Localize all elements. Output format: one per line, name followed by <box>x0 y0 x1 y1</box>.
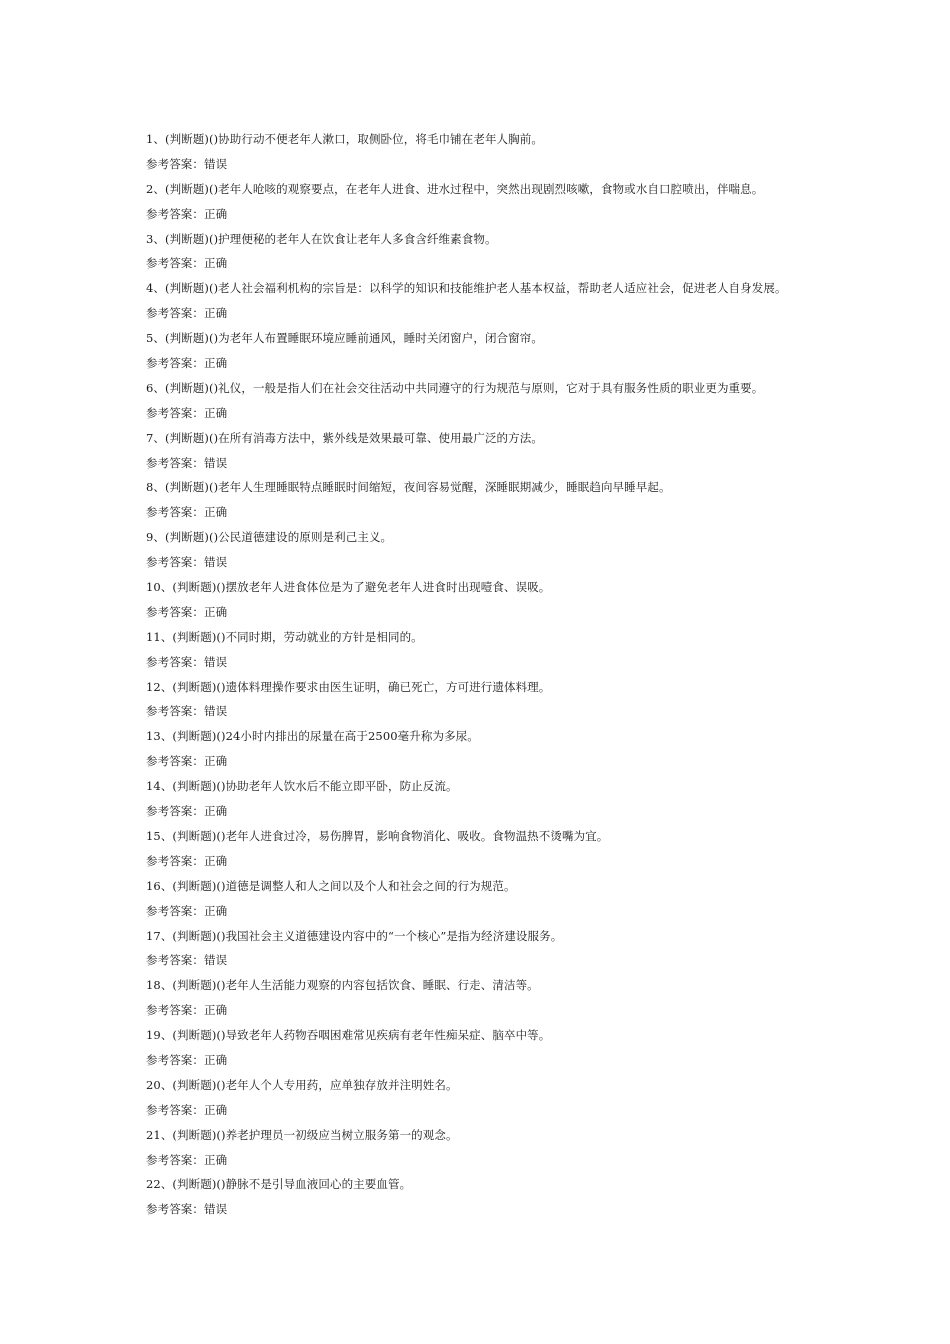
answer-text: 参考答案：正确 <box>146 405 228 420</box>
answer-text: 参考答案：正确 <box>146 356 228 371</box>
question-text: 18、(判断题)()老年人生活能力观察的内容包括饮食、睡眠、行走、清洁等。 <box>146 978 539 993</box>
answer-text: 参考答案：正确 <box>146 505 228 520</box>
answer-text: 参考答案：错误 <box>146 1202 228 1217</box>
answer-text: 参考答案：正确 <box>146 306 228 321</box>
question-text: 9、(判断题)()公民道德建设的原则是利己主义。 <box>146 530 393 545</box>
answer-text: 参考答案：错误 <box>146 455 228 470</box>
question-text: 7、(判断题)()在所有消毒方法中，紫外线是效果最可靠、使用最广泛的方法。 <box>146 430 543 445</box>
answer-text: 参考答案：正确 <box>146 1052 228 1067</box>
answer-text: 参考答案：错误 <box>146 953 228 968</box>
answer-text: 参考答案：正确 <box>146 1003 228 1018</box>
question-text: 14、(判断题)()协助老年人饮水后不能立即平卧，防止反流。 <box>146 779 458 794</box>
question-text: 3、(判断题)()护理便秘的老年人在饮食让老年人多食含纤维素食物。 <box>146 231 497 246</box>
answer-text: 参考答案：正确 <box>146 604 228 619</box>
question-text: 16、(判断题)()道德是调整人和人之间以及个人和社会之间的行为规范。 <box>146 878 516 893</box>
answer-text: 参考答案：错误 <box>146 654 228 669</box>
answer-text: 参考答案：正确 <box>146 853 228 868</box>
answer-text: 参考答案：错误 <box>146 555 228 570</box>
question-text: 17、(判断题)()我国社会主义道德建设内容中的“一个核心”是指为经济建设服务。 <box>146 928 563 943</box>
answer-text: 参考答案：错误 <box>146 704 228 719</box>
question-text: 13、(判断题)()24小时内排出的尿量在高于2500毫升称为多尿。 <box>146 729 479 744</box>
answer-text: 参考答案：正确 <box>146 256 228 271</box>
question-text: 15、(判断题)()老年人进食过冷，易伤脾胃，影响食物消化、吸收。食物温热不烫嘴为宜。 <box>146 828 609 843</box>
question-text: 10、(判断题)()摆放老年人进食体位是为了避免老年人进食时出现噎食、误吸。 <box>146 580 551 595</box>
question-text: 5、(判断题)()为老年人布置睡眠环境应睡前通风，睡时关闭窗户，闭合窗帘。 <box>146 331 543 346</box>
answer-text: 参考答案：正确 <box>146 1102 228 1117</box>
question-text: 12、(判断题)()遗体料理操作要求由医生证明，确已死亡，方可进行遗体料理。 <box>146 679 551 694</box>
question-text: 4、(判断题)()老人社会福利机构的宗旨是：以科学的知识和技能维护老人基本权益，帮助老人适应社会，促进老人自身发展。 <box>146 281 787 296</box>
question-text: 22、(判断题)()静脉不是引导血液回心的主要血管。 <box>146 1177 412 1192</box>
question-list <box>146 127 846 1222</box>
question-text: 2、(判断题)()老年人呛咳的观察要点，在老年人进食、进水过程中，突然出现剧烈咳嗽，食物或水自口腔喷出，伴喘息。 <box>146 181 764 196</box>
question-text: 20、(判断题)()老年人个人专用药，应单独存放并注明姓名。 <box>146 1077 458 1092</box>
answer-text: 参考答案：正确 <box>146 1152 228 1167</box>
answer-text: 参考答案：正确 <box>146 804 228 819</box>
answer-text: 参考答案：正确 <box>146 754 228 769</box>
question-text: 6、(判断题)()礼仪，一般是指人们在社会交往活动中共同遵守的行为规范与原则，它对于具有服务性质的职业更为重要。 <box>146 380 764 395</box>
question-text: 19、(判断题)()导致老年人药物吞咽困难常见疾病有老年性痴呆症、脑卒中等。 <box>146 1028 551 1043</box>
question-text: 11、(判断题)()不同时期，劳动就业的方针是相同的。 <box>146 629 423 644</box>
question-text: 8、(判断题)()老年人生理睡眠特点睡眠时间缩短，夜间容易觉醒，深睡眠期减少，睡眠趋向早睡早起。 <box>146 480 671 495</box>
question-text: 21、(判断题)()养老护理员一初级应当树立服务第一的观念。 <box>146 1127 458 1142</box>
question-text: 1、(判断题)()协助行动不便老年人漱口，取侧卧位，将毛巾铺在老年人胸前。 <box>146 132 543 146</box>
answer-text: 参考答案：正确 <box>146 903 228 918</box>
answer-text: 参考答案：正确 <box>146 206 228 221</box>
answer-text: 参考答案：错误 <box>146 156 228 171</box>
